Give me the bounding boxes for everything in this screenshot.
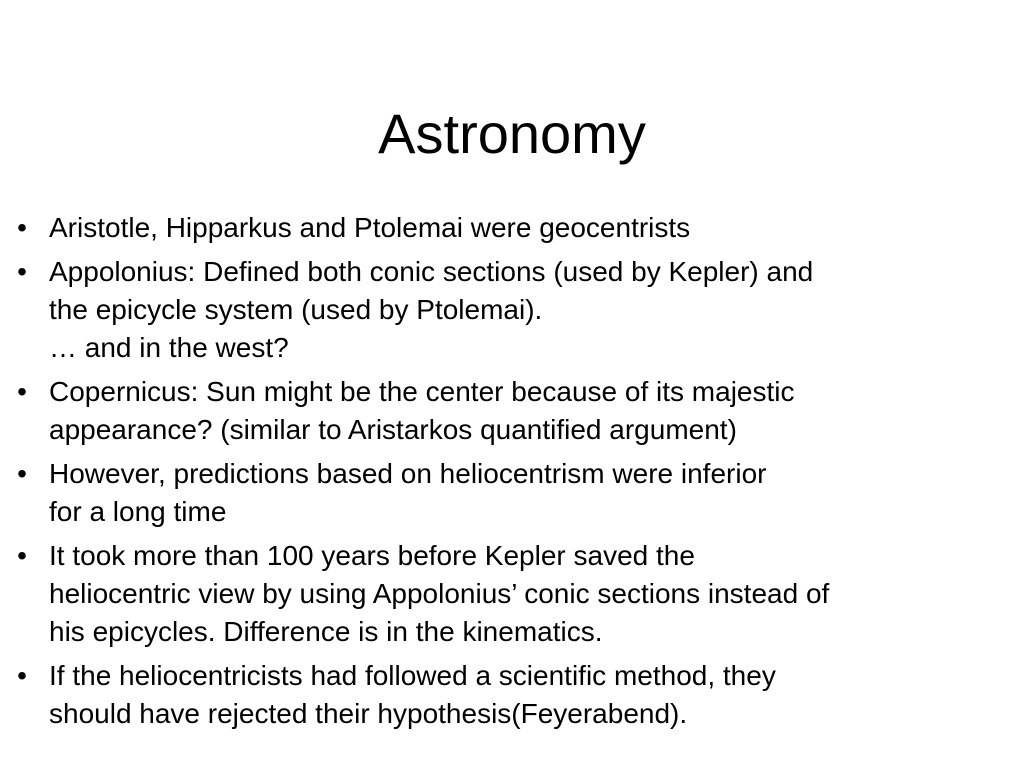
bullet-text-line: It took more than 100 years before Kepler saved the bbox=[49, 540, 695, 571]
bullet-text-line: for a long time bbox=[49, 496, 227, 527]
bullet-icon: • bbox=[17, 212, 27, 243]
bullet-item-predictions bbox=[0, 455, 1020, 531]
bullet-text-line: Aristotle, Hipparkus and Ptolemai were geocentrists bbox=[49, 212, 691, 243]
bullet-text-line: Appolonius: Defined both conic sections (used by Kepler) and bbox=[49, 256, 814, 287]
bullet-text-line: the epicycle system (used by Ptolemai). bbox=[49, 294, 543, 325]
bullet-item-copernicus bbox=[0, 373, 1020, 449]
bullet-text-line: If the heliocentricists had followed a scientific method, they bbox=[49, 660, 776, 691]
bullet-icon: • bbox=[17, 540, 27, 571]
bullet-item-kepler bbox=[0, 537, 1020, 651]
slide-title: Astronomy bbox=[378, 102, 646, 165]
bullet-text-line: Copernicus: Sun might be the center because of its majestic bbox=[49, 376, 795, 407]
bullet-text-line: However, predictions based on heliocentrism were inferior bbox=[49, 458, 767, 489]
bullet-icon: • bbox=[17, 458, 27, 489]
bullet-item-aristotle bbox=[0, 209, 1020, 247]
bullet-icon: • bbox=[17, 256, 27, 287]
bullet-text-line: appearance? (similar to Aristarkos quantified argument) bbox=[49, 414, 737, 445]
bullet-icon: • bbox=[17, 660, 27, 691]
bullet-icon: • bbox=[17, 376, 27, 407]
bullet-list bbox=[0, 209, 1020, 739]
bullet-text-line: his epicycles. Difference is in the kinematics. bbox=[49, 616, 603, 647]
bullet-item-feyerabend bbox=[0, 657, 1020, 733]
bullet-item-appolonius bbox=[0, 253, 1020, 367]
bullet-text-line: heliocentric view by using Appolonius’ conic sections instead of bbox=[49, 578, 830, 609]
bullet-text-line: … and in the west? bbox=[49, 332, 289, 363]
bullet-text-line: should have rejected their hypothesis(Feyerabend). bbox=[49, 698, 688, 729]
